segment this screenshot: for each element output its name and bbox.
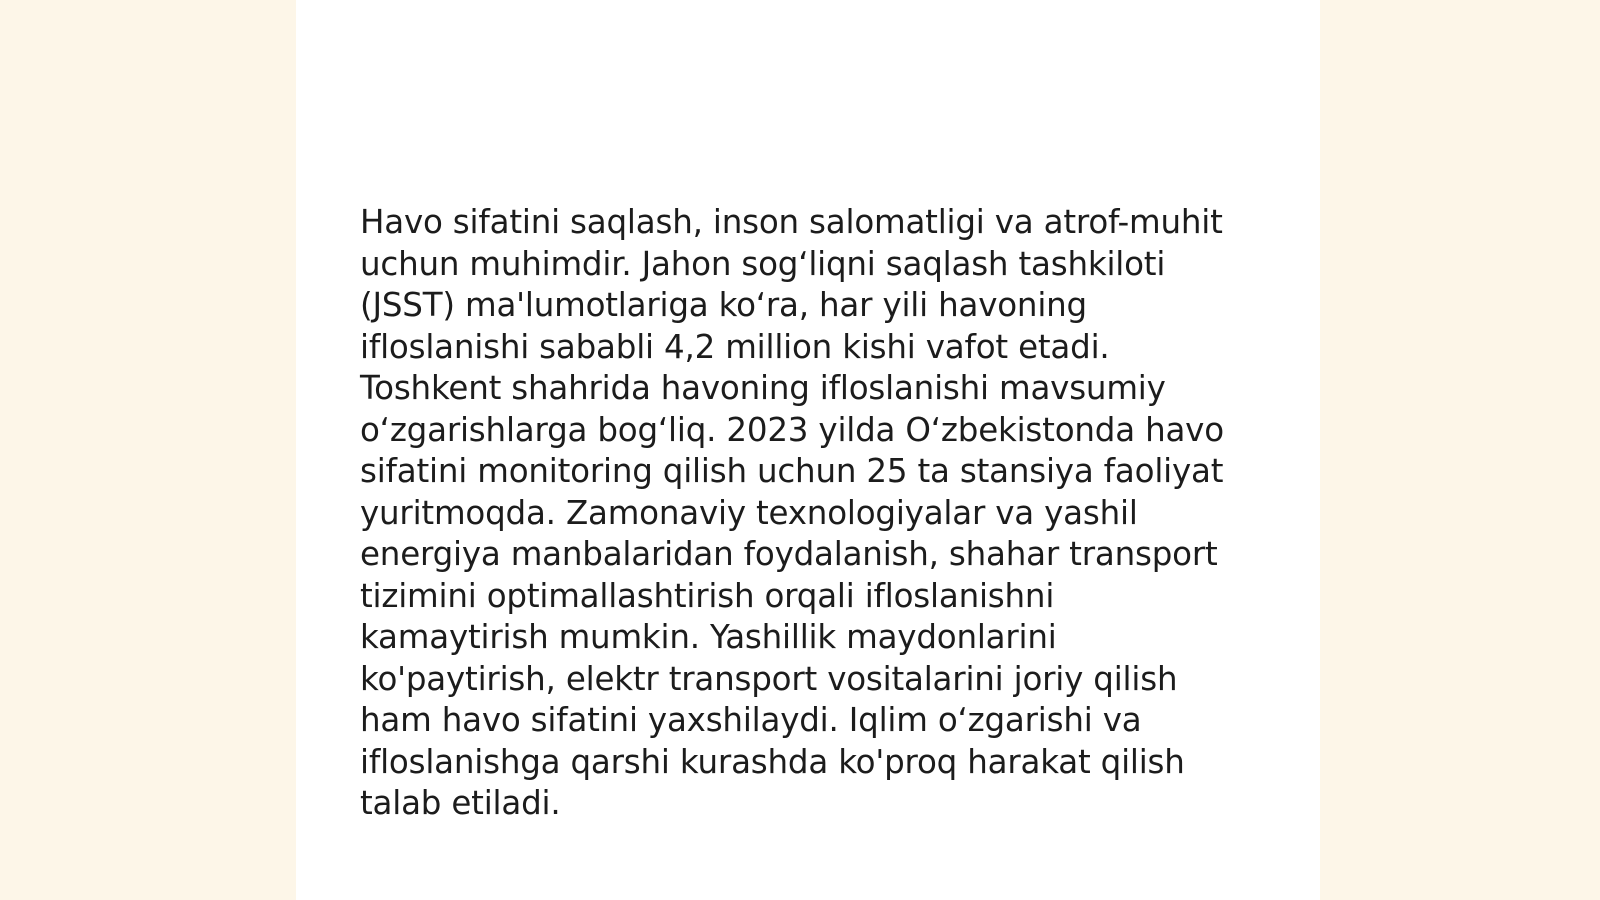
paragraph-line: ifloslanishi sababli 4,2 million kishi vafot etadi. [360, 327, 1110, 366]
paragraph-line: tizimini optimallashtirish orqali ifloslanishni [360, 576, 1055, 615]
paragraph-line: sifatini monitoring qilish uchun 25 ta stansiya faoliyat [360, 452, 1224, 490]
document-page [296, 0, 1320, 900]
paragraph-line: oʻzgarishlarga bogʻliq. 2023 yilda Oʻzbekistonda havo [360, 410, 1224, 449]
paragraph-line: energiya manbalaridan foydalanish, shahar transport [360, 535, 1218, 573]
paragraph-line: uchun muhimdir. Jahon sogʻliqni saqlash tashkiloti [360, 244, 1166, 283]
body-paragraph [360, 202, 1260, 825]
paragraph-line: ko'paytirish, elektr transport vositalarini joriy qilish [360, 659, 1178, 698]
paragraph-line: (JSST) ma'lumotlariga koʻra, har yili havoning [360, 286, 1087, 324]
paragraph-line: kamaytirish mumkin. Yashillik maydonlarini [360, 618, 1057, 656]
paragraph-line: Havo sifatini saqlash, inson salomatligi va atrof-muhit [360, 203, 1223, 241]
paragraph-line: ham havo sifatini yaxshilaydi. Iqlim oʻzgarishi va [360, 701, 1142, 739]
paragraph-line: talab etiladi. [360, 784, 561, 822]
paragraph-line: yuritmoqda. Zamonaviy texnologiyalar va yashil [360, 493, 1138, 532]
paragraph-line: Toshkent shahrida havoning ifloslanishi mavsumiy [360, 369, 1166, 407]
paragraph-line: ifloslanishga qarshi kurashda ko'proq harakat qilish [360, 742, 1185, 781]
